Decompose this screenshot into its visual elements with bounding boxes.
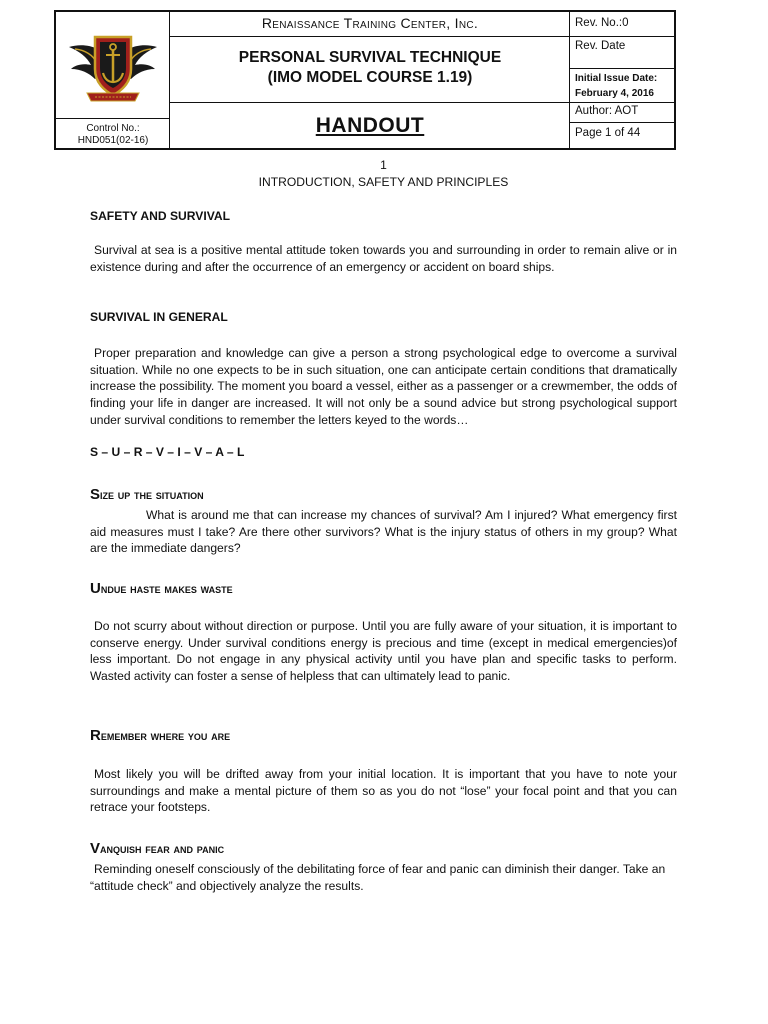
course-title-line2: (IMO MODEL COURSE 1.19) <box>267 69 473 86</box>
document-header-table <box>54 10 676 150</box>
control-label: Control No.: <box>86 123 140 134</box>
paragraph-safety: Survival at sea is a positive mental attitude token towards you and surrounding in order to remain alive or in existence during and after the occurrence of an emergency or accident on board ships. <box>90 243 677 274</box>
control-value: HND051(02-16) <box>77 135 149 146</box>
paragraph-vanquish: Reminding oneself consciously of the debilitating force of fear and panic can diminish their danger. Take an “attitude check” and objectively analyze the results. <box>90 862 666 893</box>
grid-line <box>569 68 676 69</box>
section-heading-safety: SAFETY AND SURVIVAL <box>90 209 230 223</box>
control-number-cell <box>56 118 170 150</box>
grid-line <box>169 102 676 103</box>
paragraph-undue-haste: Do not scurry about without direction or purpose. Until you are fully aware of your situation, it is important to conserve energy. Under survival conditions energy is precious and time (except in medical emergencies)of less important. Do not engage in any physical activity until you have plan and specific tasks to perform. Wasted activity can foster a sense of helpless that can ultimately lead to panic. <box>90 619 677 684</box>
heading-initial: V <box>90 840 101 857</box>
course-title-line1: PERSONAL SURVIVAL TECHNIQUE <box>238 49 502 66</box>
chapter-number: 1 <box>380 158 387 172</box>
grid-line <box>169 36 676 37</box>
paragraph-remember: Most likely you will be drifted away from your initial location. It is important that you have to note your surroundings and make a mental picture of them so as you do not “lose” your focal point and that you can retrace your footsteps. <box>90 767 677 815</box>
grid-line <box>56 118 169 119</box>
course-title <box>170 36 570 102</box>
section-heading-general: SURVIVAL IN GENERAL <box>90 310 228 324</box>
section-heading-vanquish <box>90 841 677 858</box>
section-heading-undue-haste <box>90 581 677 598</box>
heading-rest: emember where you are <box>100 728 231 743</box>
heading-rest: anquish fear and panic <box>100 841 225 856</box>
heading-rest: ize up the situation <box>100 487 204 502</box>
logo-cell <box>56 12 170 118</box>
grid-line <box>169 12 170 148</box>
paragraph-general: Proper preparation and knowledge can give a person a strong psychological edge to overcome a survival situation. While no one expects to be in such situation, one can anticipate certain conditions that dramatically increase the possibility. The moment you board a vessel, either as a passenger or a crewmember, the odds of finding your life in danger are increased. It will not only be a sound advice but strong psychological support under survival conditions to remember the letters keyed to the words… <box>90 346 677 427</box>
chapter-title: INTRODUCTION, SAFETY AND PRINCIPLES <box>258 175 509 189</box>
heading-rest: ndue haste makes waste <box>100 581 233 596</box>
page-number: Page 1 of 44 <box>575 127 641 139</box>
author: Author: AOT <box>575 105 639 117</box>
document-type: HANDOUT <box>315 114 425 137</box>
grid-line <box>569 122 676 123</box>
anchor-shield-icon <box>65 23 161 107</box>
paragraph-size-up: What is around me that can increase my chances of survival? Am I injured? What emergency first aid measures must I take? Are there other survivors? What is the injury status of others in my group? What are the immediate dangers? <box>90 508 677 556</box>
issue-value: February 4, 2016 <box>575 88 654 99</box>
survival-acronym: S – U – R – V – I – V – A – L <box>90 445 245 459</box>
issue-label: Initial Issue Date: <box>575 73 658 84</box>
section-heading-remember <box>90 728 677 745</box>
revision-number: Rev. No.:0 <box>575 17 629 29</box>
heading-initial: U <box>90 580 101 597</box>
heading-initial: S <box>90 486 101 503</box>
revision-date: Rev. Date <box>575 40 626 52</box>
grid-line <box>569 12 570 148</box>
section-heading-size-up <box>90 487 677 504</box>
company-name: Renaissance Training Center, Inc. <box>261 15 479 31</box>
heading-initial: R <box>90 727 101 744</box>
initial-issue-date <box>570 68 676 102</box>
